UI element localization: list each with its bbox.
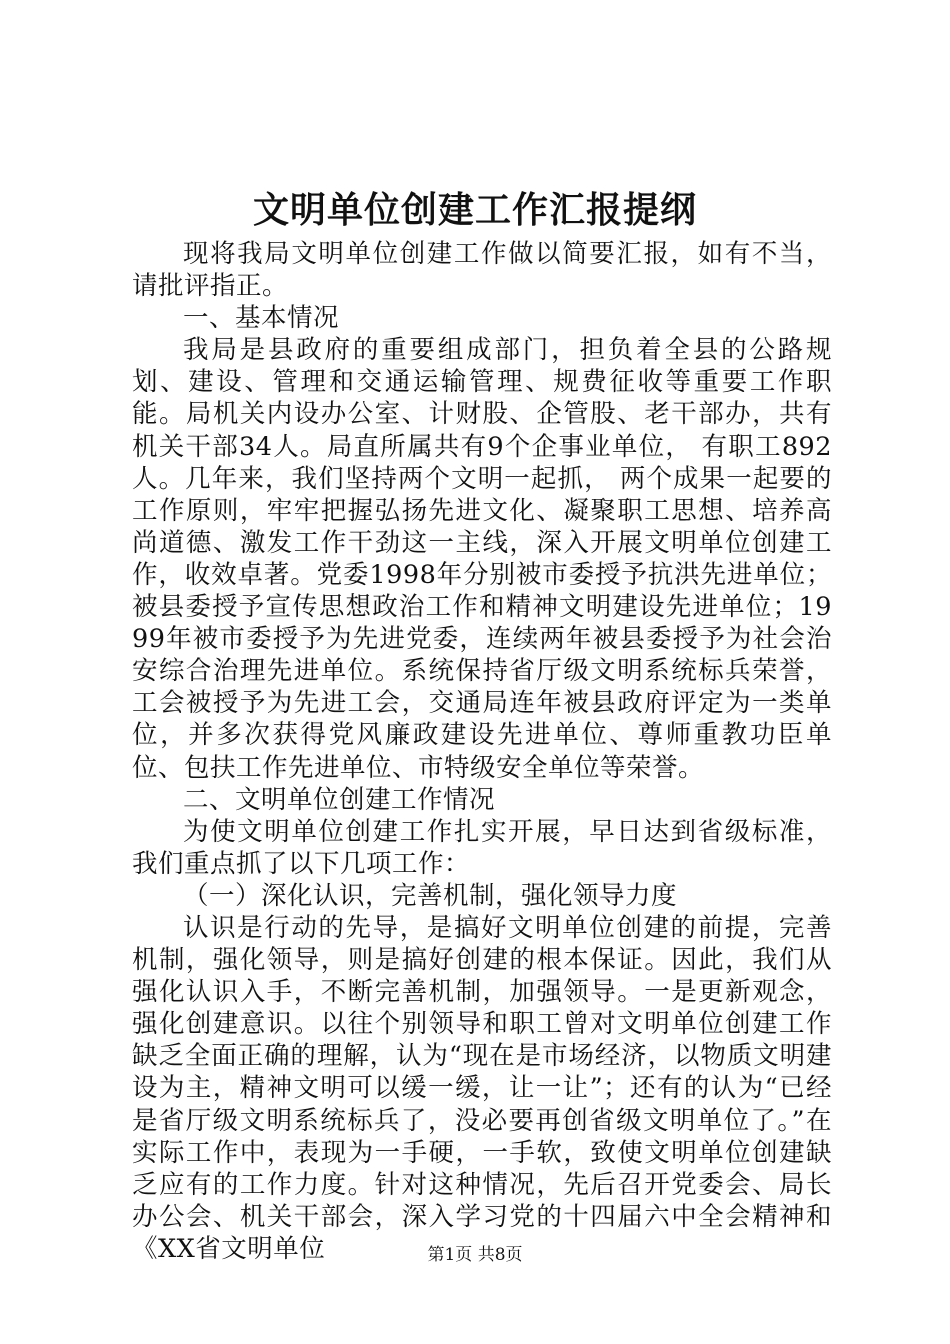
document-body <box>132 238 832 1265</box>
creation-work-intro-paragraph: 为使文明单位创建工作扎实开展，早日达到省级标准，我们重点抓了以下几项工作： <box>132 816 832 879</box>
section-heading-basic-situation: 一、基本情况 <box>183 303 340 334</box>
basic-situation-paragraph: 我局是县政府的重要组成部门，担负着全县的公路规划、建设、管理和交通运输管理、规费征收等重要工作职能。局机关内设办公室、计财股、企管股、老干部办，共有机关干部34人。局直所属共有9个企事业单位， 有职工892人。几年来，我们坚持两个文明一起抓， 两个成果一起要的工作原则，牢牢把握弘扬先进文化、凝聚职工思想、培养高尚道德、激发工作干劲这一主线，深入开展文明单位创建工作，收效卓著。党委1998年分别被市委授予抗洪先进单位；被县委授予宣传思想政治工作和精神文明建设先进单位；1999年被市委授予为先进党委，连续两年被县委授予为社会治安综合治理先进单位。系统保持省厅级文明系统标兵荣誉，工会被授予为先进工会，交通局连年被县政府评定为一类单位，并多次获得党风廉政建设先进单位、尊师重教功臣单位、包扶工作先进单位、市特级安全单位等荣誉。 <box>132 335 832 783</box>
section-heading-creation-work: 二、文明单位创建工作情况 <box>183 784 496 815</box>
document-title: 文明单位创建工作汇报提纲 <box>252 189 697 231</box>
deepen-understanding-paragraph: 认识是行动的先导，是搞好文明单位创建的前提，完善机制，强化领导，则是搞好创建的根本保证。因此，我们从强化认识入手，不断完善机制，加强领导。一是更新观念，强化创建意识。以往个别领导和职工曾对文明单位创建工作缺乏全面正确的理解，认为“现在是市场经济，以物质文明建设为主，精神文明可以缓一缓，让一让”；还有的认为“已经是省厅级文明系统标兵了，没必要再创省级文明单位了。”在实际工作中，表现为一手硬，一手软，致使文明单位创建缺乏应有的工作力度。针对这种情况，先后召开党委会、局长办公会、机关干部会，深入学习党的十四届六中全会精神和《XX省文明单位 <box>132 912 832 1264</box>
subsection-heading-deepen-understanding: （一）深化认识，完善机制，强化领导力度 <box>183 880 678 911</box>
intro-paragraph: 现将我局文明单位创建工作做以简要汇报，如有不当，请批评指正。 <box>132 239 832 302</box>
page-footer: 第1页 共8页 <box>427 1245 523 1265</box>
